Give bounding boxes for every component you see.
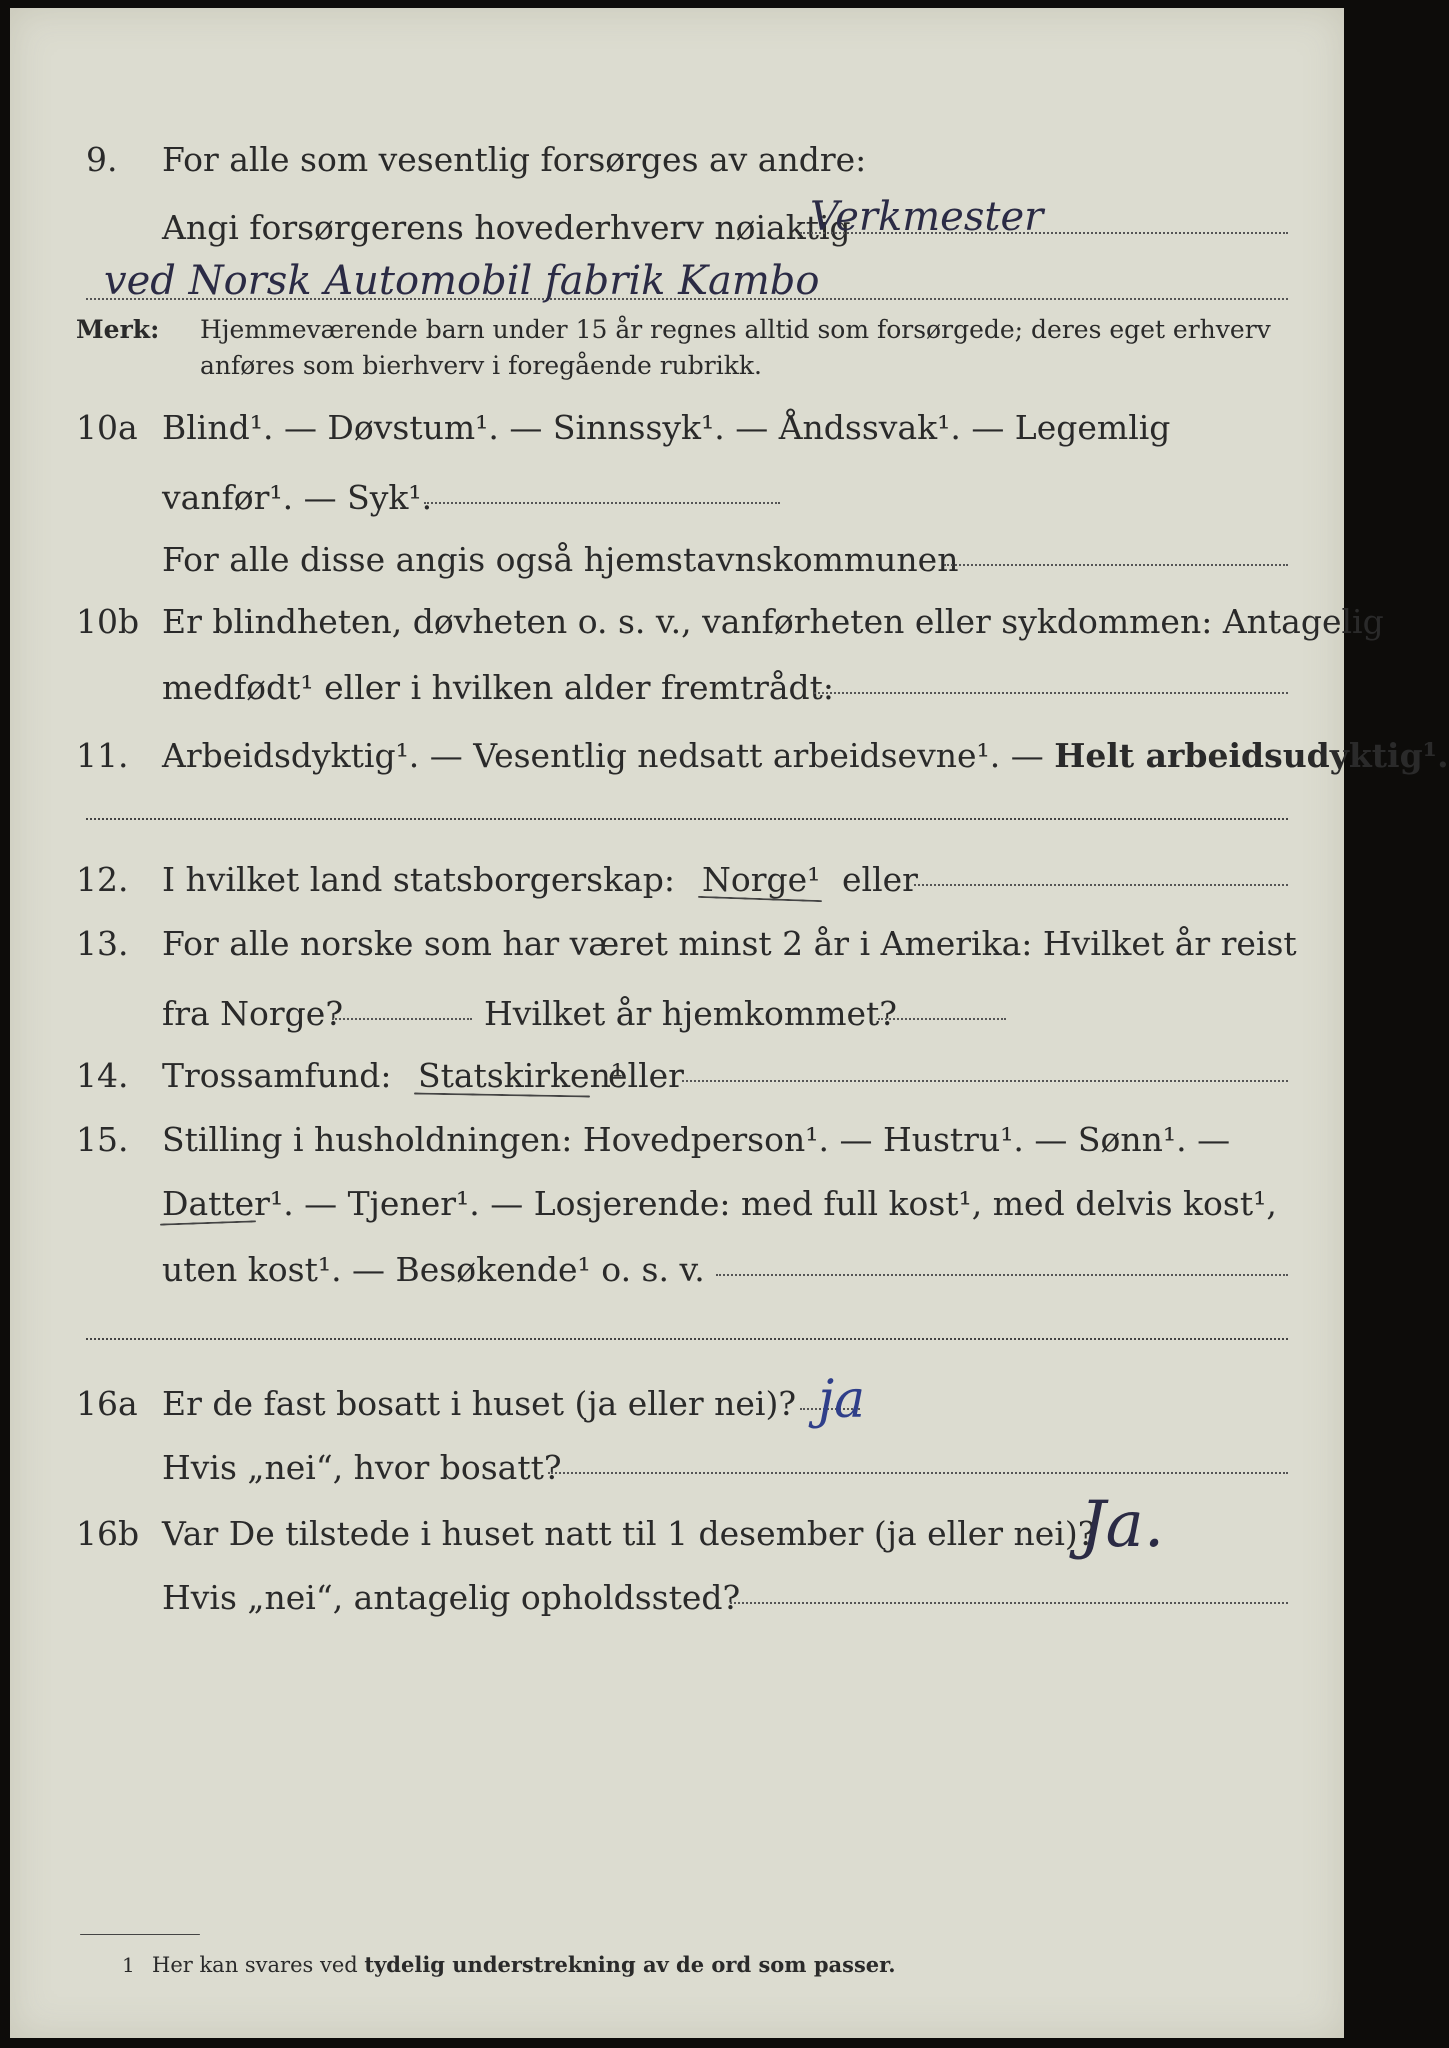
q10a-number: 10a — [76, 408, 138, 447]
merk-line2: anføres som bierhverv i foregående rubrikk. — [200, 351, 762, 380]
q12-answer-line — [914, 884, 1288, 886]
q10a-line3: For alle disse angis også hjemstavnskommunen — [162, 540, 959, 579]
footnote-rule — [80, 1934, 200, 1935]
q14-choice: Statskirken¹ — [418, 1056, 625, 1095]
q9-handwritten-answer1: Verkmester — [810, 194, 1044, 240]
q11-text-a: Arbeidsdyktig¹. — Vesentlig nedsatt arbeidsevne¹. — — [162, 736, 1055, 775]
q10a-hjemstavn-line — [944, 564, 1288, 566]
q16a-number: 16a — [76, 1384, 138, 1423]
q15-separator — [86, 1338, 1288, 1340]
q15-number: 15. — [76, 1120, 129, 1159]
footnote-text-b: tydelig understrekning av de ord som passer. — [364, 1952, 896, 1977]
q10b-number: 10b — [76, 602, 140, 641]
q16b-line1: Var De tilstede i huset natt til 1 desember (ja eller nei)? — [162, 1514, 1096, 1553]
q15-line2: . — Tjener¹. — Losjerende: med full kost¹, med delvis kost¹, — [283, 1184, 1277, 1223]
q12-tail: eller — [842, 860, 918, 899]
footnote-mark: 1 — [122, 1953, 135, 1977]
q10b-answer-line — [814, 692, 1288, 694]
q13-line1: For alle norske som har været minst 2 år i Amerika: Hvilket år reist — [162, 924, 1297, 963]
q12-number: 12. — [76, 860, 129, 899]
q14-answer-line — [682, 1080, 1288, 1082]
merk-label: Merk: — [76, 315, 160, 344]
q9-number: 9. — [86, 140, 118, 179]
q16a-handwritten-answer: ja — [818, 1370, 866, 1430]
q14-tail: eller — [608, 1056, 684, 1095]
footnote-text-a: Her kan svares ved — [152, 1953, 365, 1977]
q15-answer-line — [716, 1274, 1288, 1276]
q15-line3: uten kost¹. — Besøkende¹ o. s. v. — [162, 1250, 705, 1289]
q13-reist-line — [332, 1018, 472, 1020]
q11-separator — [86, 818, 1288, 820]
q10a-answer-line — [424, 502, 780, 504]
q16b-handwritten-answer: Ja. — [1080, 1488, 1165, 1562]
q16b-number: 16b — [76, 1514, 140, 1553]
q16a-line2: Hvis „nei“, hvor bosatt? — [162, 1448, 562, 1487]
q13-hjemkommet-line — [878, 1018, 1006, 1020]
q14-number: 14. — [76, 1056, 129, 1095]
q10a-line2: vanfør¹. — Syk¹. — [162, 478, 433, 517]
q15-line2-wrap — [162, 1184, 1277, 1224]
q10b-line1: Er blindheten, døvheten o. s. v., vanførheten eller sykdommen: Antagelig — [162, 602, 1384, 641]
q16a-bosatt-line — [548, 1472, 1288, 1474]
q12-text: I hvilket land statsborgerskap: — [162, 860, 676, 899]
q13-number: 13. — [76, 924, 129, 963]
q11-line — [162, 736, 1449, 776]
q16b-opholdssted-line — [730, 1602, 1288, 1604]
q9-handwritten-answer2: ved Norsk Automobil fabrik Kambo — [104, 258, 820, 304]
q11-text-b: Helt arbeidsudyktig¹. — [1054, 736, 1449, 775]
footnote-text — [152, 1952, 896, 1978]
census-form-page — [10, 8, 1449, 2038]
q10a-line1: Blind¹. — Døvstum¹. — Sinnssyk¹. — Åndssvak¹. — Legemlig — [162, 408, 1171, 447]
merk-line1: Hjemmeværende barn under 15 år regnes alltid som forsørgede; deres eget erhverv — [200, 315, 1271, 344]
q15-line1: Stilling i husholdningen: Hovedperson¹. — Hustru¹. — Sønn¹. — — [162, 1120, 1231, 1159]
q12-choice: Norge¹ — [702, 860, 821, 899]
q11-number: 11. — [76, 736, 129, 775]
q16a-line1: Er de fast bosatt i huset (ja eller nei)? — [162, 1384, 797, 1423]
q13-line2b: Hvilket år hjemkommet? — [484, 994, 897, 1033]
q15-choice: Datter¹ — [162, 1184, 284, 1223]
q9-line1: For alle som vesentlig forsørges av andre: — [162, 140, 867, 179]
q9-line2: Angi forsørgerens hovederhverv nøiaktig — [162, 208, 851, 247]
q14-text: Trossamfund: — [162, 1056, 392, 1095]
q10b-line2: medfødt¹ eller i hvilken alder fremtrådt: — [162, 668, 835, 707]
q13-line2a: fra Norge? — [162, 994, 344, 1033]
q16b-line2: Hvis „nei“, antagelig opholdssted? — [162, 1578, 741, 1617]
